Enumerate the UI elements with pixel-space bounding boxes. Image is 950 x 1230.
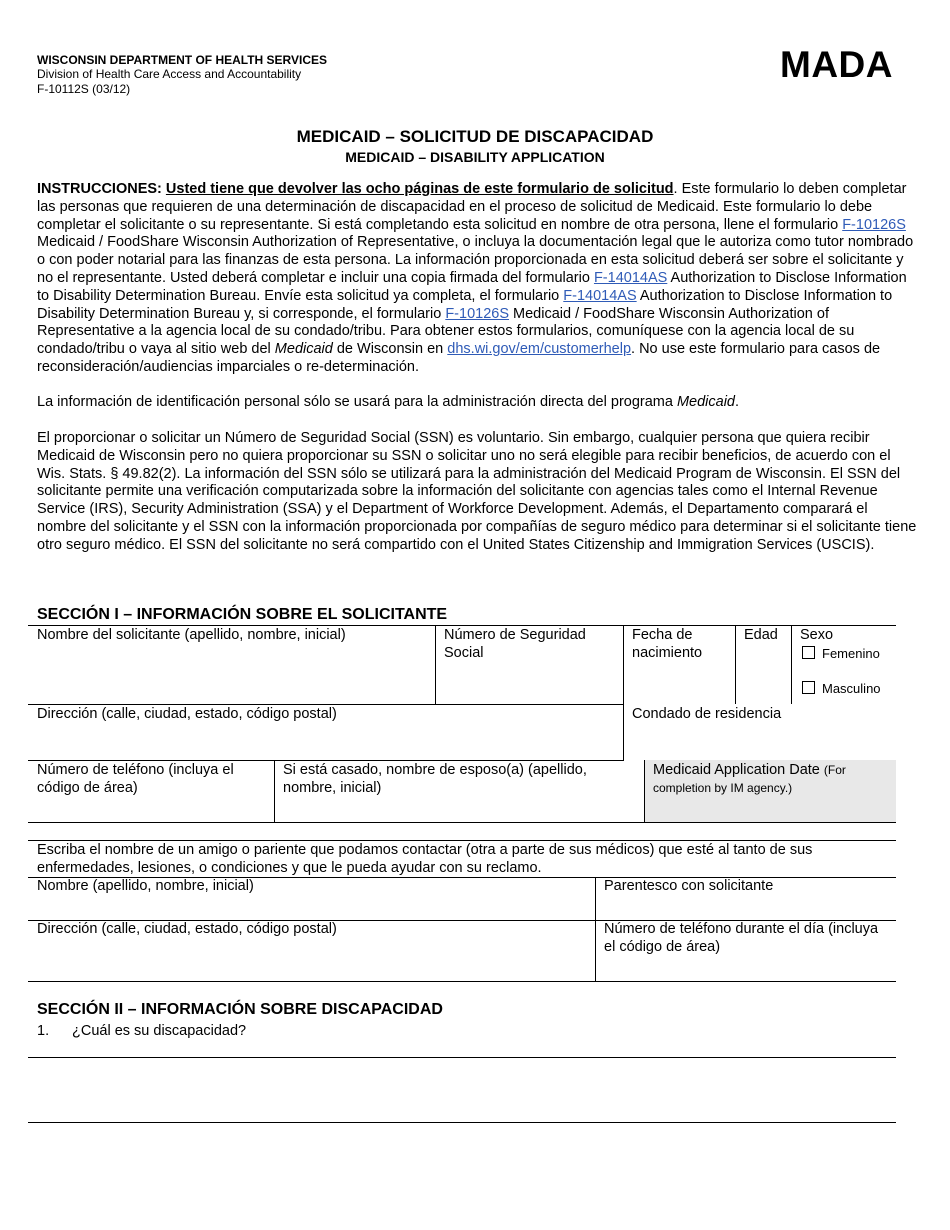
- section-2-title: SECCIÓN II – INFORMACIÓN SOBRE DISCAPACIDAD: [37, 1001, 443, 1018]
- sex-label: Sexo: [800, 627, 834, 643]
- dob-label: Fecha de nacimiento: [632, 627, 703, 661]
- answer-line[interactable]: [28, 1122, 896, 1123]
- customer-help-link[interactable]: dhs.wi.gov/em/customerhelp: [447, 341, 632, 358]
- divider: [28, 704, 624, 705]
- address-label: Dirección (calle, ciudad, estado, código postal): [37, 706, 337, 722]
- privacy-text: La información de identificación personal sólo se usará para la administración directa del programa: [37, 394, 677, 410]
- application-date-label: [653, 762, 891, 797]
- instructions-text: Medicaid / FoodShare Wisconsin Authorization of Representative a la agencia local de su condado/tribu. Para obtener estos formularios, comuníquese con la agencia local de su condado/tribu o vaya al sitio web del: [37, 305, 855, 358]
- instructions-italic: Medicaid: [274, 341, 333, 358]
- form-code: MADA: [780, 44, 893, 85]
- divider: [623, 625, 624, 761]
- form-link-f10126s[interactable]: F-10126S: [445, 305, 510, 322]
- application-date-note: (For completion by IM agency.): [653, 763, 846, 795]
- age-label: Edad: [744, 627, 778, 643]
- contact-intro: Escriba el nombre de un amigo o pariente que podamos contactar (otra a parte de sus médicos) que esté al tanto de sus enfermedades, lesiones, o condiciones y que le pueda ayudar con su reclamo.: [37, 842, 813, 876]
- form-link-f14014as[interactable]: F-14014AS: [593, 269, 668, 286]
- divider: [595, 877, 596, 981]
- instructions-text: . Este formulario lo deben completar las personas que requieren de una determinación de discapacidad en el proceso de solicitud de Medicaid. Este formulario lo debe completar el solicitante o su representante. Si está completando esta solicitud en nombre de otra persona, llene el formulario: [37, 181, 907, 233]
- question-1-number: 1.: [37, 1023, 50, 1039]
- male-checkbox[interactable]: [802, 681, 815, 694]
- female-label: Femenino: [822, 646, 880, 661]
- divider: [274, 760, 275, 822]
- privacy-paragraph: [37, 394, 917, 412]
- application-date-title: Medicaid Application Date: [653, 762, 820, 778]
- instructions-paragraph: [37, 181, 917, 377]
- divider: [28, 760, 624, 761]
- answer-line[interactable]: [28, 1057, 896, 1058]
- privacy-end: .: [735, 394, 740, 410]
- form-title-english: MEDICAID – DISABILITY APPLICATION: [345, 149, 605, 165]
- form-title-spanish: MEDICAID – SOLICITUD DE DISCAPACIDAD: [296, 127, 654, 146]
- female-checkbox[interactable]: [802, 646, 815, 659]
- form-link-f10126s[interactable]: F-10126S: [842, 216, 906, 233]
- county-label: Condado de residencia: [632, 706, 782, 722]
- contact-address-label: Dirección (calle, ciudad, estado, código postal): [37, 921, 337, 937]
- privacy-italic: Medicaid: [676, 394, 735, 410]
- applicant-name-label: Nombre del solicitante (apellido, nombre, inicial): [37, 627, 346, 643]
- phone-label: Número de teléfono (incluya el código de área): [37, 762, 234, 796]
- divider: [435, 625, 436, 704]
- instructions-emphasis: Usted tiene que devolver las ocho páginas de este formulario de solicitud: [165, 181, 674, 197]
- divider: [791, 625, 792, 704]
- instructions-label: INSTRUCCIONES:: [37, 181, 162, 197]
- divider: [28, 625, 896, 626]
- male-label: Masculino: [822, 681, 881, 696]
- divider: [28, 840, 896, 841]
- instructions-text: Medicaid / FoodShare Wisconsin Authorization of Representative, o incluya la documentación legal que le autoriza como tutor nombrado o con poder notarial para las finanzas de esta persona. La información proporcionada en esta solicitud deberá ser sobre el solicitante y no el representante. Usted deberá completar e incluir una copia firmada del formulario: [37, 234, 914, 286]
- instructions-text: de Wisconsin en: [332, 341, 448, 358]
- divider: [28, 822, 896, 823]
- contact-name-label: Nombre (apellido, nombre, inicial): [37, 878, 254, 894]
- divider: [28, 981, 896, 982]
- ssn-label: Número de Seguridad Social: [444, 627, 586, 661]
- divider: [735, 625, 736, 704]
- form-number: F-10112S (03/12): [37, 82, 131, 96]
- instructions-text: Authorization to Disclose Information to Disability Determination Bureau. Envíe esta solicitud ya completa, el formulario: [37, 269, 907, 304]
- contact-phone-label: Número de teléfono durante el día (incluya el código de área): [604, 921, 879, 955]
- instructions-text: . No use este formulario para casos de reconsideración/audiencias imparciales o re-determinación.: [37, 341, 881, 375]
- form-link-f14014as[interactable]: F-14014AS: [563, 287, 637, 304]
- section-1-title: SECCIÓN I – INFORMACIÓN SOBRE EL SOLICITANTE: [37, 606, 448, 623]
- relationship-label: Parentesco con solicitante: [604, 878, 774, 894]
- instructions-text: Authorization to Disclose Information to Disability Determination Bureau y, si corresponde, el formulario: [37, 287, 893, 322]
- ssn-notice-paragraph: El proporcionar o solicitar un Número de Seguridad Social (SSN) es voluntario. Sin embargo, cualquier persona que quiera recibir Medicaid de Wisconsin pero no quiera proporcionar su SSN o solicitar uno no será elegible para recibir beneficios, de acuerdo con el Wis. Stats. § 49.82(2). La información del SSN sólo se utilizará para la administración del Medicaid Program de Wisconsin. El SSN del solicitante permite una verificación computarizada sobre la información del solicitante con agencias tales como el Internal Revenue Service (IRS), Security Administration (SSA) y el Department of Workforce Development. Además, el Departamento comparará el nombre del solicitante y el SSN con la información proporcionada por compañías de seguro médico para determinar si el solicitante tiene otro seguro médico. El SSN del solicitante no será compartido con el United States Citizenship and Immigration Services (USCIS).: [37, 430, 917, 553]
- agency-name: WISCONSIN DEPARTMENT OF HEALTH SERVICES: [37, 53, 328, 67]
- question-1-text: ¿Cuál es su discapacidad?: [72, 1023, 247, 1039]
- spouse-name-label: Si está casado, nombre de esposo(a) (apellido, nombre, inicial): [283, 762, 587, 796]
- division-name: Division of Health Care Access and Accountability: [37, 67, 302, 81]
